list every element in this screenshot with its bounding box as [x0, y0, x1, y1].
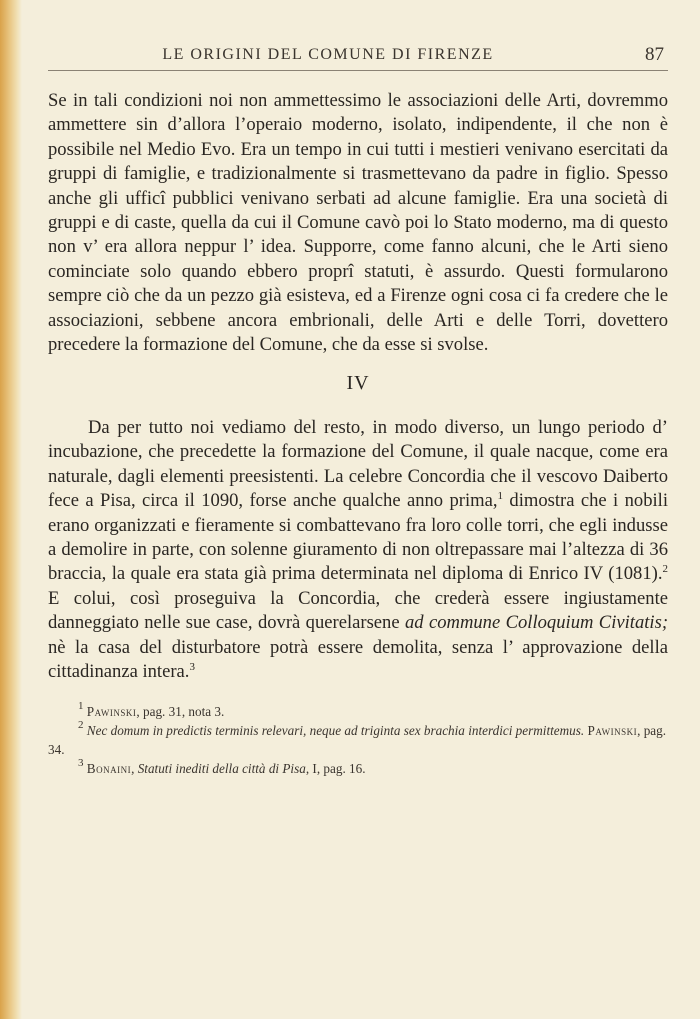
footnote-mark: 2 — [78, 719, 84, 732]
footnote-author: Bonaini — [86, 761, 132, 777]
book-spine-shadow — [0, 0, 22, 1019]
footnote-ref-3[interactable]: 3 — [189, 660, 195, 673]
paragraph-1: Se in tali condizioni noi non ammettessimo le associazioni delle Arti, dovremmo ammettere sin d’allora l’operaio moderno, isolato, indipendente, il che non è possibile nel Medio Evo. Era un tempo in cui tutti i mestieri venivano esercitati da gruppi di famiglie, e tradizionalmente si trasmettevano da padre in figlio. Spesso anche gli ufficî pubblici venivano serbati ad alcune famiglie. Era una società di gruppi e di caste, quella da cui il Comune cavò poi lo Stato moderno, ma di questo non v’ era allora neppur l’ idea. Supporre, come fanno alcuni, che le Arti sieno cominciate solo quando ebbero proprî statuti, è assurdo. Questi formularono sempre ciò che da un pezzo già esisteva, ed a Firenze ogni cosa ci fa credere che le associazioni, sebbene ancora embrionali, delle Arti e delle Torri, dovettero precedere la formazione del Comune, che da esse si svolse. — [48, 90, 668, 356]
page-number: 87 — [645, 44, 664, 65]
footnote-work-title: Statuti inediti della città di Pisa — [137, 761, 306, 777]
paragraph-2-part-a: Da per tutto noi vediamo del resto, in modo diverso, un lungo periodo d’ incubazione, che precedette la formazione del Comune, il quale nacque, come era naturale, dagli elementi preesistenti. La celebre Concordia che il vescovo Daiberto fece a Pisa, circa il 1090, forse anche qualche anno prima, — [48, 416, 668, 512]
footnote-ref-1[interactable]: 1 — [497, 490, 504, 503]
latin-phrase: ad commune Colloquium Civitatis; — [405, 612, 669, 634]
footnote-author: Pawinski — [587, 723, 638, 739]
book-page — [48, 40, 668, 778]
paragraph-2-part-d: nè la casa del disturbatore potrà essere demolita, senza l’ approvazione della cittadinanza intera. — [48, 636, 668, 682]
footnote-3 — [48, 759, 668, 778]
footnote-ref-2[interactable]: 2 — [662, 563, 668, 576]
footnote-latin-quote: Nec domum in predictis terminis relevari, neque ad triginta sex brachia interdici permittemus. — [86, 723, 585, 739]
section-number: IV — [346, 372, 370, 395]
running-header — [48, 40, 668, 71]
footnote-mark: 3 — [78, 757, 84, 770]
footnote-2 — [48, 721, 668, 759]
footnote-separator: , — [131, 761, 138, 777]
footnote-text: , pag. 34. — [48, 723, 667, 758]
footnotes — [48, 702, 668, 778]
paragraph-2-part-b: dimostra che i nobili erano organizzati e fieramente si combattevano fra loro colle torri, che egli indusse a demolire in parte, con solenne giuramento di non oltrepassare mai l’altezza di 36 braccia, la quale era stata già prima determinata nel diploma di Enrico IV (1081). — [48, 490, 668, 585]
footnote-text: , I, pag. 16. — [305, 761, 366, 777]
footnote-text: , pag. 31, nota 3. — [136, 704, 225, 720]
footnote-mark: 1 — [78, 700, 84, 713]
paragraph-2-part-c: E colui, così proseguiva la Concordia, che crederà essere ingiustamente danneggiato nelle sue case, dovrà querelarsene — [48, 587, 668, 634]
body-text — [48, 89, 668, 684]
footnote-1 — [48, 702, 668, 721]
paragraph-2 — [48, 416, 668, 684]
footnote-author: Pawinski — [86, 704, 137, 720]
running-title: LE ORIGINI DEL COMUNE DI FIRENZE — [162, 46, 494, 63]
